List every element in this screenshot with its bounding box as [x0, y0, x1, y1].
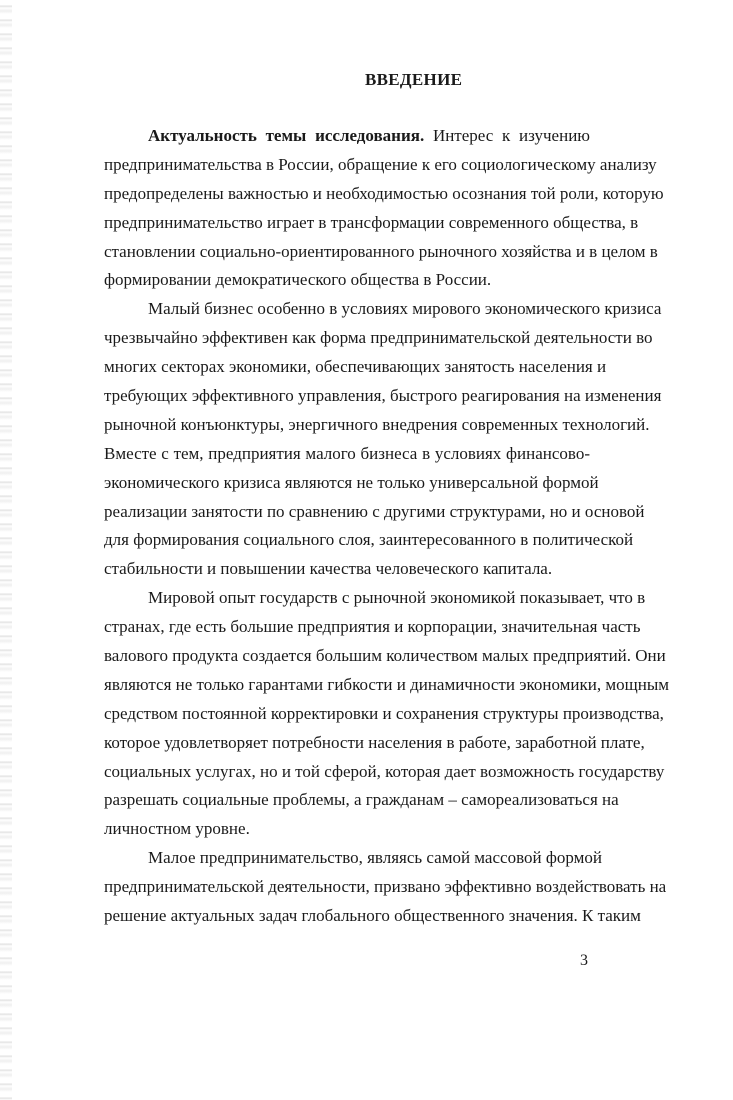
text-line: становлении социально-ориентированного рыночного хозяйства и в целом в — [104, 241, 658, 261]
text-line: для формирования социального слоя, заинтересованного в политической — [104, 530, 634, 550]
text-line: реализации занятости по сравнению с другими структурами, но и основой — [104, 501, 645, 521]
text-line: являются не только гарантами гибкости и динамичности экономики, мощным — [104, 674, 670, 694]
document-body — [104, 122, 670, 931]
bold-term: темы — [265, 126, 307, 145]
text-line: многих секторах экономики, обеспечивающих занятость населения и — [104, 357, 607, 377]
text-line: разрешать социальные проблемы, а гражданам – самореализоваться на — [104, 790, 619, 810]
text-line: валового продукта создается большим количеством малых предприятий. Они — [104, 646, 666, 666]
text-line: Вместе с тем, предприятия малого бизнеса в условиях финансово- — [104, 443, 590, 463]
scan-edge-artifact — [0, 0, 12, 1100]
page-number: 3 — [580, 952, 588, 969]
text-line: экономического кризиса являются не только универсальной формой — [104, 472, 599, 492]
bold-term: Актуальность — [148, 126, 257, 145]
text-line: решение актуальных задач глобального общественного значения. К таким — [104, 906, 641, 926]
paragraph-1-first-line — [104, 122, 590, 151]
text-line: Малый бизнес особенно в условиях мирового экономического кризиса — [148, 299, 662, 319]
text-line: предпринимательство играет в трансформации современного общества, в — [104, 212, 639, 232]
text-line: средством постоянной корректировки и сохранения структуры производства, — [104, 703, 664, 723]
text-line: Мировой опыт государств с рыночной экономикой показывает, что в — [148, 588, 646, 608]
text-line: стабильности и повышении качества человеческого капитала. — [104, 559, 553, 579]
text-line: рыночной конъюнктуры, энергичного внедрения современных технологий. — [104, 414, 650, 434]
text-line: предпринимательской деятельности, призвано эффективно воздействовать на — [104, 877, 667, 897]
section-heading: ВВЕДЕНИЕ — [365, 70, 463, 89]
text-line: личностном уровне. — [104, 819, 250, 839]
text-line: чрезвычайно эффективен как форма предпринимательской деятельности во — [104, 328, 653, 348]
text-line: которое удовлетворяет потребности населения в работе, заработной плате, — [104, 732, 645, 752]
text-line: предпринимательства в России, обращение к его социологическому анализу — [104, 154, 657, 174]
word: изучению — [519, 126, 590, 145]
text-line: социальных услугах, но и той сферой, которая дает возможность государству — [104, 761, 665, 781]
word: к — [502, 126, 511, 145]
bold-term: исследования. — [315, 126, 425, 145]
text-line: странах, где есть большие предприятия и корпорации, значительная часть — [104, 617, 641, 637]
text-line: предопределены важностью и необходимостью осознания той роли, которую — [104, 183, 664, 203]
text-line: Малое предпринимательство, являясь самой массовой формой — [148, 848, 602, 868]
text-line: формировании демократического общества в России. — [104, 270, 492, 290]
text-line: требующих эффективного управления, быстрого реагирования на изменения — [104, 386, 662, 406]
word: Интерес — [432, 126, 494, 145]
